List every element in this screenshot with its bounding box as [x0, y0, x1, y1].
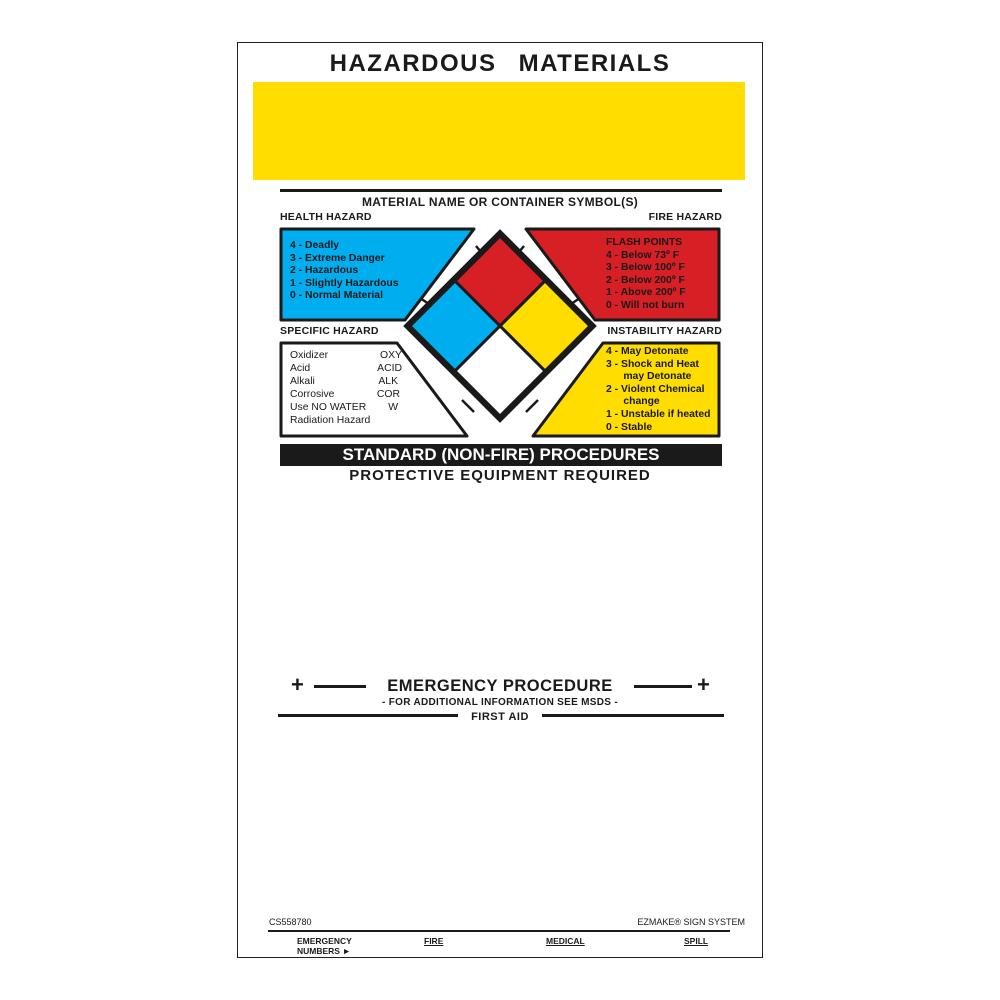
fire-level: 0 - Will not burn — [606, 299, 685, 311]
instability-levels — [606, 346, 711, 434]
instability-hazard-heading: INSTABILITY HAZARD — [607, 325, 722, 337]
brand-mark: EZMAKE® SIGN SYSTEM — [637, 917, 745, 927]
fire-number-label: FIRE — [424, 936, 444, 946]
flash-points-heading: FLASH POINTS — [606, 237, 683, 248]
emergency-numbers-label — [297, 936, 352, 956]
specific-hazard-code: OXY — [380, 350, 402, 361]
health-level: 2 - Hazardous — [290, 265, 359, 277]
specific-hazard-code: W — [388, 402, 398, 413]
specific-hazard-name: Corrosive — [290, 389, 335, 400]
health-hazard-heading: HEALTH HAZARD — [280, 211, 372, 223]
fire-level: 4 - Below 73º F — [606, 249, 680, 261]
specific-hazard-code: ACID — [377, 363, 402, 374]
instability-level: change — [606, 396, 660, 408]
sign-title: HAZARDOUS MATERIALS — [329, 50, 671, 77]
standard-procedures-bar: STANDARD (NON-FIRE) PROCEDURES — [280, 444, 722, 466]
specific-hazard-name: Use NO WATER — [290, 402, 367, 413]
health-level: 4 - Deadly — [290, 240, 340, 251]
emergency-numbers-line2: NUMBERS ► — [297, 946, 351, 956]
specific-hazard-list — [290, 350, 402, 432]
specific-hazard-name: Acid — [290, 363, 311, 374]
health-level: 3 - Extreme Danger — [290, 252, 385, 264]
msds-note: - FOR ADDITIONAL INFORMATION SEE MSDS - — [382, 697, 618, 708]
specific-hazard-heading: SPECIFIC HAZARD — [280, 325, 379, 337]
health-levels — [290, 240, 399, 303]
emergency-numbers-line1: EMERGENCY — [297, 936, 352, 946]
fire-levels — [606, 237, 686, 313]
emergency-procedure-heading: EMERGENCY PROCEDURE — [387, 677, 613, 695]
fire-level: 3 - Below 100º F — [606, 262, 685, 274]
instability-level: 0 - Stable — [606, 421, 653, 433]
specific-hazard-code: COR — [376, 389, 400, 400]
spill-number-label: SPILL — [684, 936, 709, 946]
product-code: CS558780 — [269, 917, 312, 927]
specific-hazard-name: Alkali — [290, 376, 315, 387]
plus-left-icon: + — [291, 672, 304, 697]
fire-hazard-heading: FIRE HAZARD — [648, 211, 722, 223]
specific-hazard-name: Radiation Hazard — [290, 415, 371, 426]
fire-level: 2 - Below 200º F — [606, 274, 685, 286]
instability-level: 2 - Violent Chemical — [606, 383, 705, 395]
specific-hazard-code: ALK — [378, 376, 398, 387]
plus-right-icon: + — [697, 672, 710, 697]
specific-hazard-name: Oxidizer — [290, 350, 329, 361]
first-aid-heading: FIRST AID — [471, 711, 529, 723]
health-level: 0 - Normal Material — [290, 290, 383, 302]
fire-level: 1 - Above 200º F — [606, 287, 686, 299]
instability-level: 3 - Shock and Heat — [606, 358, 699, 370]
material-caption: MATERIAL NAME OR CONTAINER SYMBOL(S) — [361, 195, 639, 209]
instability-level: may Detonate — [606, 371, 692, 383]
protective-equipment-heading: PROTECTIVE EQUIPMENT REQUIRED — [349, 467, 651, 484]
instability-level: 1 - Unstable if heated — [606, 408, 711, 420]
instability-level: 4 - May Detonate — [606, 346, 689, 357]
health-level: 1 - Slightly Hazardous — [290, 277, 399, 289]
footer-rule — [268, 930, 730, 932]
medical-number-label: MEDICAL — [546, 936, 585, 946]
